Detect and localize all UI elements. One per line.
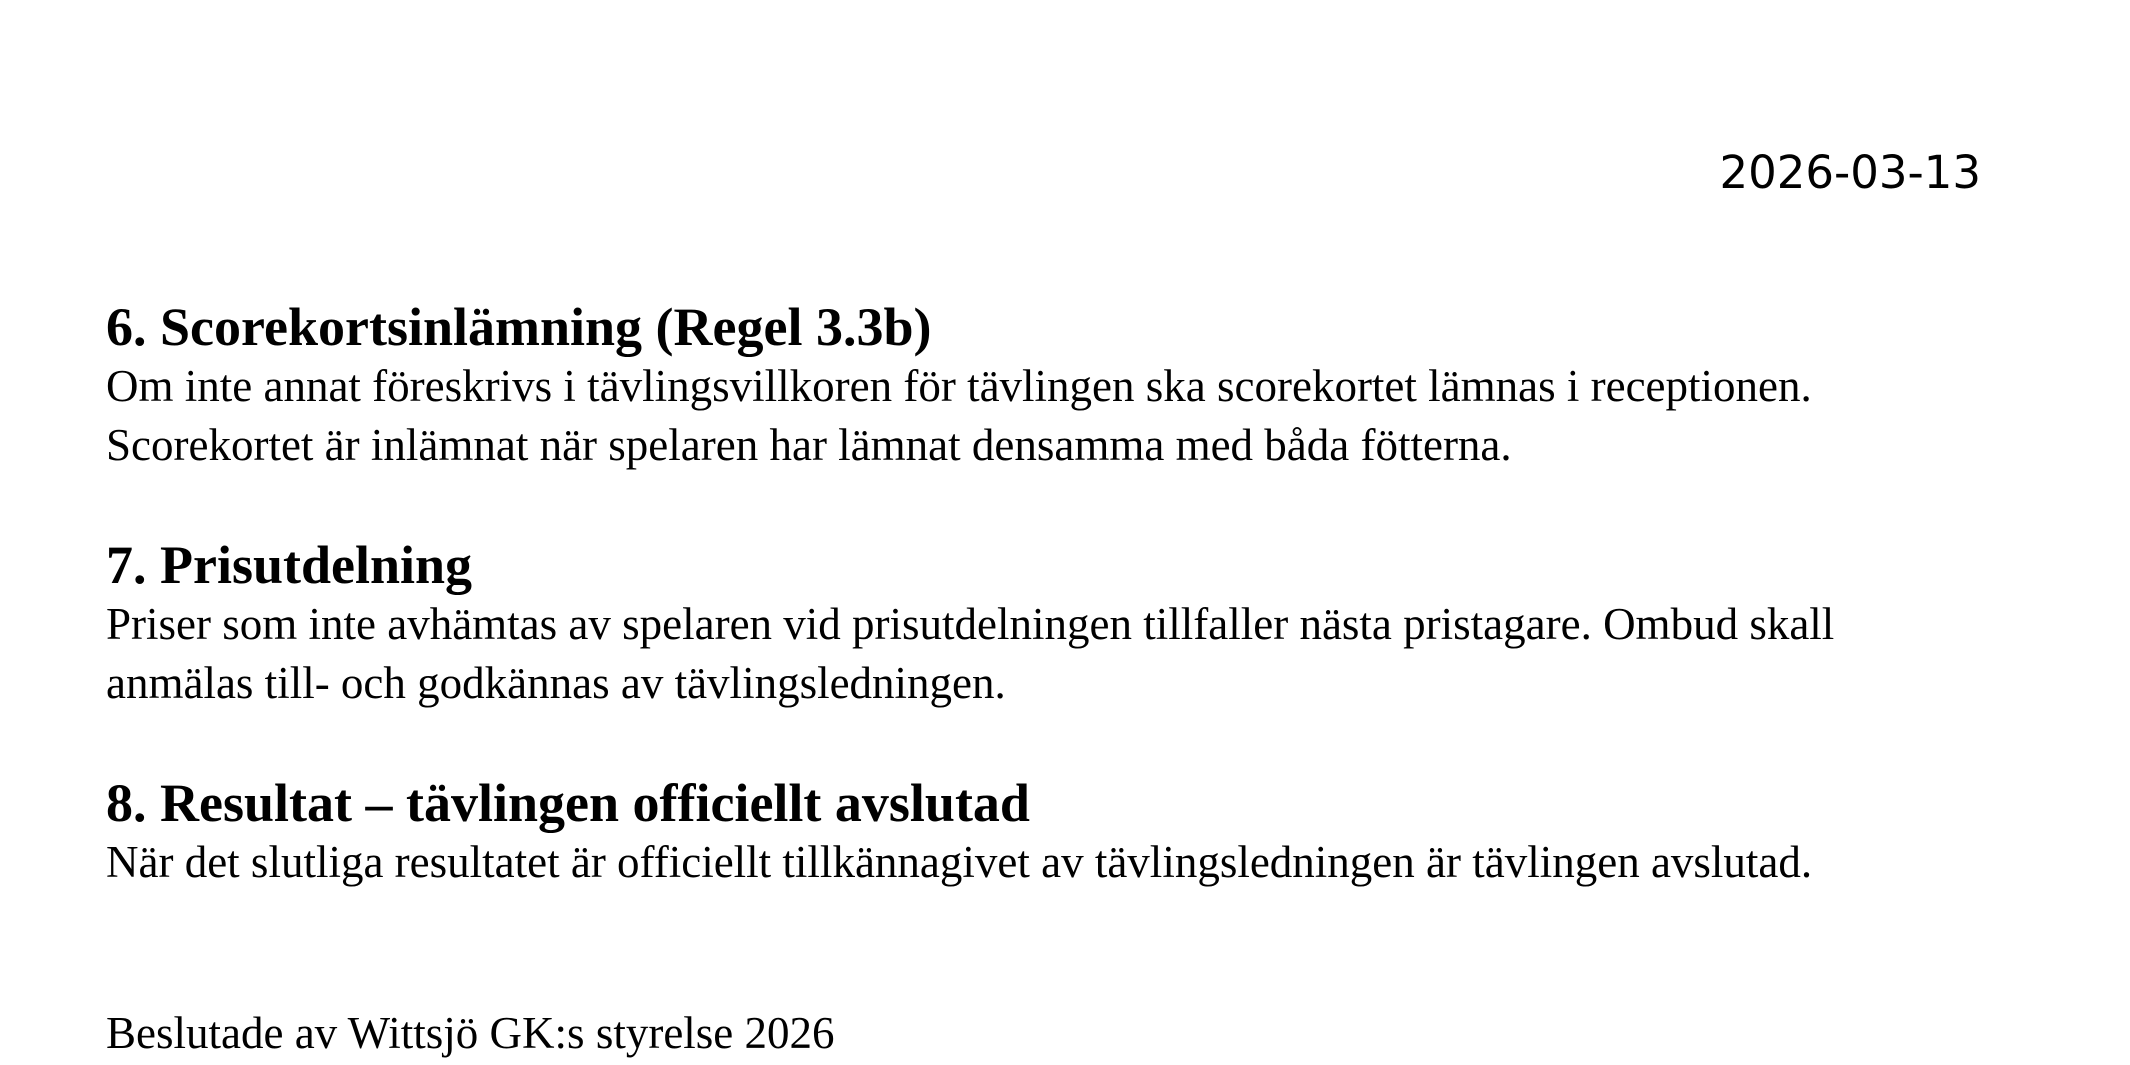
section-heading: 6. Scorekortsinlämning (Regel 3.3b) — [106, 297, 932, 357]
section-scorecard-submission — [106, 297, 2066, 475]
section-prize-giving — [106, 535, 2066, 713]
document-footer: Beslutade av Wittsjö GK:s styrelse 2026 — [106, 1008, 835, 1058]
section-body-line: Scorekortet är inlämnat när spelaren har lämnat densamma med båda fötterna. — [106, 420, 1512, 470]
section-heading: 7. Prisutdelning — [106, 535, 473, 595]
section-heading: 8. Resultat – tävlingen officiellt avslutad — [106, 773, 1030, 833]
section-body-line: Om inte annat föreskrivs i tävlingsvillkoren för tävlingen ska scorekortet lämnas i receptionen. — [106, 361, 1812, 411]
section-body-line: anmälas till- och godkännas av tävlingsledningen. — [106, 658, 1006, 708]
section-body-line: Priser som inte avhämtas av spelaren vid prisutdelningen tillfaller nästa pristagare. Ombud skall — [106, 599, 1835, 649]
section-results — [106, 773, 2066, 892]
section-body-line: När det slutliga resultatet är officiellt tillkännagivet av tävlingsledningen är tävlingen avslutad. — [106, 837, 1813, 887]
document-date: 2026-03-13 — [1719, 146, 1981, 199]
